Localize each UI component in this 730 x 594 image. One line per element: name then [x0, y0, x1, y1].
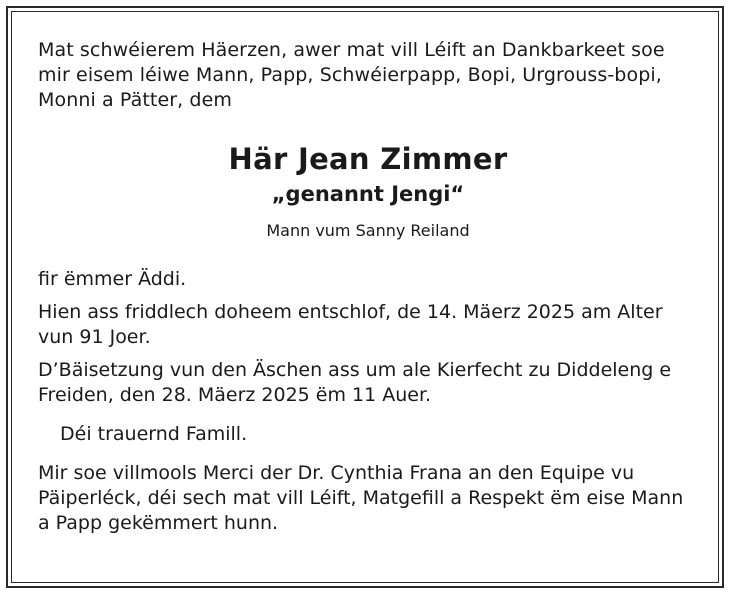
deceased-nickname: „genannt Jengi“: [271, 182, 465, 206]
obituary-notice: [38, 38, 698, 536]
farewell-line: fir ëmmer Äddi.: [38, 268, 187, 290]
death-details: Hien ass friddlech doheem entschlof, de 14. Mäerz 2025 am Alter vun 91 Joer.: [38, 301, 663, 348]
intro-text: Mat schwéierem Häerzen, awer mat vill Léift an Dankbarkeet soe mir eisem léiwe Mann, Papp, Schwéierpapp, Bopi, Urgrouss-bopi, Monni a Pätter, dem: [38, 39, 665, 111]
family-signature: Déi trauernd Famill.: [60, 423, 248, 445]
deceased-name: Här Jean Zimmer: [228, 142, 508, 176]
funeral-details: D’Bäisetzung vun den Äschen ass um ale Kierfecht zu Diddeleng e Freiden, den 28. Mäerz 2025 ëm 11 Auer.: [38, 359, 672, 406]
spouse-line: Mann vum Sanny Reiland: [266, 221, 470, 240]
thanks-text: Mir soe villmools Merci der Dr. Cynthia Frana an den Equipe vu Päiperléck, déi sech mat vill Léift, Matgefill a Respekt ëm eise Mann a Papp gekëmmert hunn.: [38, 462, 684, 534]
